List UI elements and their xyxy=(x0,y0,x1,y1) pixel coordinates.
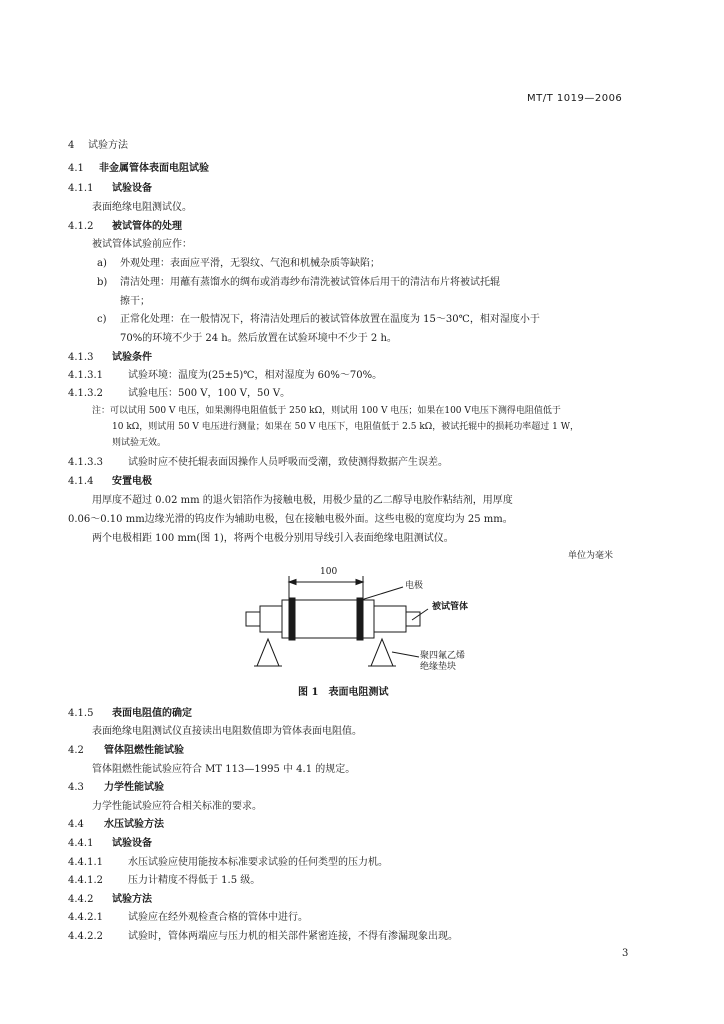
section-number: 4.4.2 xyxy=(68,894,94,905)
section-title: 水压试验方法 xyxy=(104,819,164,830)
list-marker: c) xyxy=(97,314,107,325)
dimension-label: 100 xyxy=(320,567,338,577)
label-pipe: 被试管体 xyxy=(432,602,469,612)
paragraph: 用厚度不超过 0.02 mm 的退火铝箔作为接触电极，用极少量的乙二醇导电胶作粘结剂，用厚度 xyxy=(92,495,513,506)
section-title: 试验方法 xyxy=(112,894,152,905)
section-title: 力学性能试验 xyxy=(104,782,164,793)
section-number: 4.1.3 xyxy=(68,352,94,363)
section-title: 试验条件 xyxy=(112,352,152,363)
list-item-continuation: 擦干； xyxy=(120,296,150,307)
paragraph: 两个电极相距 100 mm(图 1)，将两个电极分别用导线引入表面绝缘电阻测试仪。 xyxy=(92,533,454,544)
clause-number: 4.4.1.1 xyxy=(68,857,103,868)
section-title: 表面电阻值的确定 xyxy=(112,708,192,719)
list-item: 清洁处理：用蘸有蒸馏水的绸布或消毒纱布清洗被试管体后用干的清洁布片将被试托辊 xyxy=(120,277,500,288)
list-item-continuation: 70%的环境不少于 24 h。然后放置在试验环境中不少于 2 h。 xyxy=(120,333,397,344)
clause-number: 4.4.1.2 xyxy=(68,875,103,886)
note: 10 kΩ，则试用 50 V 电压进行测量；如果在 50 V 电压下，电阻值低于 2.5 kΩ，被试托辊中的损耗功率超过 1 W， xyxy=(112,422,579,432)
section-number: 4.1.1 xyxy=(68,183,94,194)
section-title: 管体阻燃性能试验 xyxy=(104,745,184,756)
section-number: 4.3 xyxy=(68,782,84,793)
note: 则试验无效。 xyxy=(112,438,167,448)
section-number: 4.2 xyxy=(68,745,84,756)
leader-electrode xyxy=(361,587,403,600)
section-number: 4 xyxy=(68,140,75,151)
figure-caption: 图 1 表面电阻测试 xyxy=(298,687,389,698)
paragraph: 被试管体试验前应作： xyxy=(92,239,192,250)
electrode-left xyxy=(289,598,295,640)
paragraph: 表面绝缘电阻测试仪。 xyxy=(92,202,192,213)
clause-number: 4.4.2.1 xyxy=(68,912,103,923)
label-block-line1: 聚四氟乙烯 xyxy=(420,651,466,661)
section-title: 非金属管体表面电阻试验 xyxy=(99,163,209,174)
unit-note: 单位为毫米 xyxy=(568,551,614,561)
shaft-left-end xyxy=(246,612,260,626)
clause-number: 4.1.3.1 xyxy=(68,370,103,381)
section-number: 4.1.2 xyxy=(68,221,94,232)
page-number: 3 xyxy=(622,948,629,959)
paragraph: 管体阻燃性能试验应符合 MT 113—1995 中 4.1 的规定。 xyxy=(92,764,356,775)
clause-text: 试验环境：温度为(25±5)℃，相对湿度为 60%～70%。 xyxy=(128,370,383,381)
note: 注：可以试用 500 V 电压，如果测得电阻值低于 250 kΩ，则试用 100 V 电压；如果在100 V电压下测得电阻值低于 xyxy=(92,406,561,416)
section-title: 试验设备 xyxy=(112,838,152,849)
section-number: 4.1.4 xyxy=(68,476,94,487)
section-title: 被试管体的处理 xyxy=(112,221,182,232)
arrow-left xyxy=(289,580,296,585)
clause-number: 4.4.2.2 xyxy=(68,931,103,942)
section-title: 试验方法 xyxy=(88,140,128,151)
section-title: 安置电极 xyxy=(112,476,152,487)
section-number: 4.1.5 xyxy=(68,708,94,719)
list-item: 正常化处理：在一般情况下，将清洁处理后的被试管体放置在温度为 15～30℃，相对湿度小于 xyxy=(120,314,540,325)
section-number: 4.4 xyxy=(68,819,84,830)
list-marker: a) xyxy=(97,258,107,269)
clause-number: 4.1.3.3 xyxy=(68,457,103,468)
section-number: 4.1 xyxy=(68,163,84,174)
support-left xyxy=(257,639,279,666)
arrow-right xyxy=(356,580,363,585)
clause-text: 水压试验应使用能按本标准要求试验的任何类型的压力机。 xyxy=(128,857,388,868)
paragraph: 0.06～0.10 mm边缘光滑的钨皮作为辅助电极，包在接触电极外面。这些电极的宽度均为 25 mm。 xyxy=(68,514,513,525)
leader-block xyxy=(392,652,419,657)
list-item: 外观处理：表面应平滑，无裂纹、气泡和机械杂质等缺陷； xyxy=(120,258,380,269)
label-block-line2: 绝缘垫块 xyxy=(420,662,457,672)
list-marker: b) xyxy=(97,277,108,288)
paragraph: 力学性能试验应符合相关标准的要求。 xyxy=(92,801,262,812)
section-number: 4.4.1 xyxy=(68,838,94,849)
bearing-left xyxy=(260,606,282,632)
label-electrode: 电极 xyxy=(405,581,424,591)
paragraph: 表面绝缘电阻测试仪直接读出电阻数值即为管体表面电阻值。 xyxy=(92,726,362,737)
clause-text: 试验应在经外观检查合格的管体中进行。 xyxy=(128,912,308,923)
support-right xyxy=(371,639,393,666)
clause-number: 4.1.3.2 xyxy=(68,388,103,399)
clause-text: 压力计精度不得低于 1.5 级。 xyxy=(128,875,261,886)
clause-text: 试验时应不使托辊表面因操作人员呼吸而受潮，致使测得数据产生误差。 xyxy=(128,457,448,468)
standard-code: MT/T 1019—2006 xyxy=(527,93,623,104)
clause-text: 试验时，管体两端应与压力机的相关部件紧密连接，不得有渗漏现象出现。 xyxy=(128,931,458,942)
clause-text: 试验电压：500 V，100 V，50 V。 xyxy=(128,388,291,399)
bearing-right xyxy=(374,606,406,632)
section-title: 试验设备 xyxy=(112,183,152,194)
electrode-right xyxy=(357,598,363,640)
